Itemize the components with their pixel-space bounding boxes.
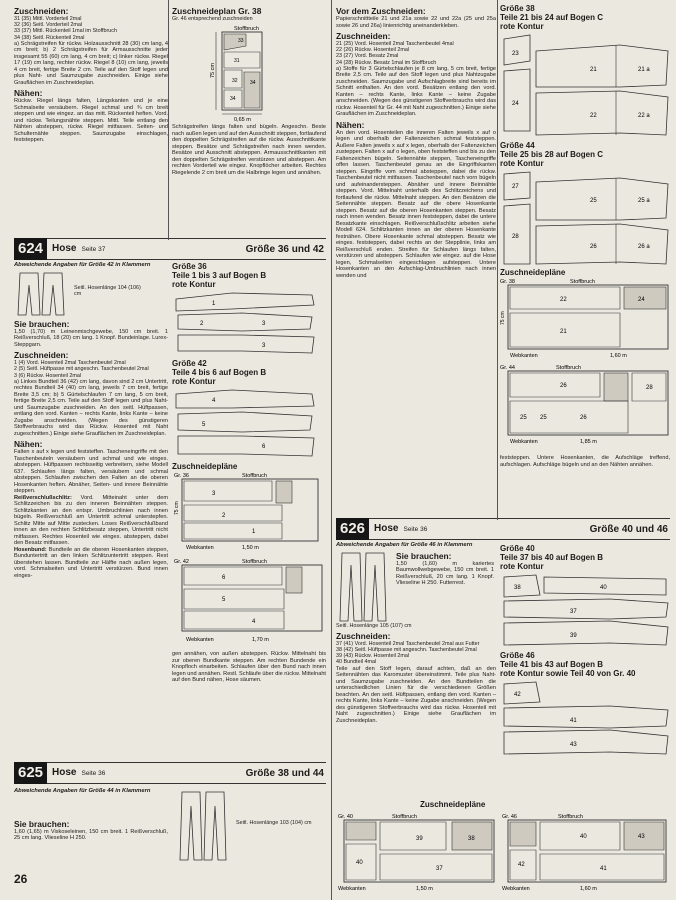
zuschneiden-line: 37 (41) Vord. Hosenteil 2mal Taschenbeutel 2mal aus Futter [336,640,480,647]
svg-text:25: 25 [540,415,547,421]
heading-zuschneiden-626: Zuschneiden: [336,630,391,641]
svg-text:22: 22 [590,113,597,119]
svg-text:75 cm: 75 cm [500,311,506,325]
svg-text:26: 26 [580,415,587,421]
svg-text:Gr. 44: Gr. 44 [500,365,515,371]
zuschneiden-line: 31 (35) Mittl. Vorderteil 2mal [14,16,82,22]
pattern-pieces-42 [172,386,322,462]
svg-text:25: 25 [520,415,527,421]
vor-text: Papierschnittteile 21 und 21a sowie 22 und 22a (25 und 25a sowie 26 und 26a) linienrichtig aneinanderkleben. [336,16,496,29]
teile-38: Teile 21 bis 24 auf Bogen C [500,13,603,22]
cutting-plan-38 [172,22,322,122]
divider [331,0,332,900]
zuschneideplaene-626-heading: Zuschneidepläne [420,800,486,809]
pattern-pieces-40 [500,571,670,651]
svg-text:3: 3 [262,343,266,349]
zuschneiden-line: 3 (6) Rückw. Hosenteil 2mal [14,372,82,379]
svg-text:Webkanten: Webkanten [502,886,530,892]
heading-zuschneiden-c3: Zuschneiden: [336,31,391,41]
rote-kontur-36: rote Kontur [172,280,216,289]
cutting-plans-36-42 [172,471,326,651]
svg-text:0,65 m: 0,65 m [234,117,251,123]
teile-46: Teile 41 bis 43 auf Bogen B [500,660,603,669]
rote-kontur-44: rote Kontur [500,159,544,168]
svg-text:39: 39 [416,836,423,842]
svg-text:34: 34 [230,96,236,103]
svg-text:Stoffbruch: Stoffbruch [570,279,595,285]
svg-text:2: 2 [222,513,226,519]
divider [168,0,169,240]
svg-text:1: 1 [212,301,216,307]
rote-kontur-42: rote Kontur [172,377,216,386]
section-band-626 [336,518,670,540]
section-625-text [14,788,168,842]
trouser-sketch-624 [14,271,70,317]
svg-text:41: 41 [570,718,577,724]
svg-text:34: 34 [250,80,256,87]
svg-text:1: 1 [252,529,256,535]
svg-text:39: 39 [570,633,577,639]
svg-text:42: 42 [518,862,525,868]
model-type: Hose [52,767,77,778]
column-4-lower [500,544,670,804]
size-range: Größe 38 und 44 [245,767,324,779]
hosenlaenge: Seitl. Hosenlänge 104 (106) cm [74,284,141,297]
zuschneiden-line: 34 (38) Seitl. Rückenteil 2mal [14,34,85,41]
naehen-text-c3: An den vord. Hosenteilen die inneren Falten jeweils x auf o legen und oberhalb der Faltenzeichen schmal feststeppen. Äußere Falten jeweils x auf x legen, oberhalb der Faltenzeichen zusteppen. Falten x auf o legen, oben feststeffen und bis zu den Faltenzeichen bügeln. Seitennähte steppen, Tascheneingriffe offen lassen. Taschenbeutel genau an die Eingriffskanten steppen. Eingriffe vom schmal absteppen, dabei die rückw. Taschenbeutel nicht mitfassen. Taschenbeutel nach vorn bügeln und aufeinandersteppen. Abnäher und innere Beinnähte steppen. Vord. Mittelnaht unterhalb des Schlitzzeichens und fortlaufend die rückw. Mittelnaht steppen. An den Besätzen die Seitennähte steppen. Besatz auf die obere Hosenkante steppen. Besatz auf die oberen Hosenkanten steppen. Besatz nach innen wenden. Besatz innen feststeppen, dabei die untere Besatzkante einschlagen. Reißverschlußschlitz arbeiten siehe Modell 624. Schlitzkanten innen an der oberen Hosenkante festnähen. Obere Hosenkante schmal absteppen. Besatz wie einges. feststeppen, dabei rechts an der Stepplinie, links am Reißverschluß enden. Streifen für Schlaufen längs falten, verstürzen und absteppen. Schlaufen wie eingez. auf die Hose legen, Schmalseiten eingeschlagen aufsteppen. Untere Hosenkanten an den Aufschlag-Umbruchlinien nach innen wenden und [336,129,496,279]
page-number: 26 [14,872,28,886]
pattern-pieces-44 [500,168,670,268]
svg-text:1,70 m: 1,70 m [252,637,269,643]
groesse-36: Größe 36 [172,262,207,271]
svg-text:Webkanten: Webkanten [186,545,214,551]
zuschneiden-line: 2 (5) Seitl. Hüftpasse mit angeschn. Taschenbeutel 2mal [14,366,149,373]
zuschneiden-text-626: Teile auf den Stoff legen, darauf achten, daß an den Seitennähten das Karomuster übereinstimmt. Teile plus Naht- und Saumzugabe zuschneiden. An den Bundteilen die unterschiedlichen Linien für die verschiedenen Größen beachten. An den seitl. Hüftpassen, entlang den vord. Kanten – rechts Kante, links Kante – keine Zugabe anschneiden. (Wegen des günstigeren Stoffverbrauchs wird das rückw. Hosenteil mit Naht zugeschnitten.) Einige siehe Grauflächen im Zuschneideplan. [336,665,496,724]
pattern-pieces-38 [500,31,670,141]
size-note-626: Abweichende Angaben für Größe 46 in Klammern [336,542,473,548]
svg-text:Webkanten: Webkanten [510,353,538,359]
svg-text:Gr. 40: Gr. 40 [338,814,353,820]
svg-text:24: 24 [512,101,519,107]
svg-text:4: 4 [212,398,216,404]
brauchen-text: 1,50 (1,70) m Leinenmischgewebe, 150 cm breit. 1 Reißverschluß, 18 (20) cm lang. 1 Knopf. Bundeinlage. Lurex-Steppgarn. [14,328,168,348]
brauchen-text-626: 1,50 (1,60) m kariertes Baumwollwebgewebe, 150 cm breit. 1 Reißverschluß, 20 cm lang. 1 Knopf. Vlieseline H 250. Futterrest. [396,560,494,587]
trouser-sketch-626 [336,549,392,623]
svg-text:5: 5 [222,597,226,603]
heading-zuschneiden: Zuschneiden: [14,6,69,16]
teile-44: Teile 25 bis 28 auf Bogen C [500,150,603,159]
svg-text:Webkanten: Webkanten [510,439,538,445]
svg-text:Gr. 38: Gr. 38 [500,279,515,285]
heading-naehen-c3: Nähen: [336,119,365,130]
svg-text:38: 38 [468,836,475,842]
teile-40: Teile 37 bis 40 auf Bogen B [500,553,603,562]
svg-text:1,50 m: 1,50 m [416,886,433,892]
rote-kontur-40: rote Kontur [500,562,544,571]
plan-heading: Zuschneideplan Gr. 38 [172,6,262,16]
heading-naehen-624: Nähen: [14,439,43,450]
svg-text:26: 26 [560,383,567,389]
svg-text:75 cm: 75 cm [174,501,180,515]
teile-42: Teile 4 bis 6 auf Bogen B [172,368,267,377]
model-page: Seite 36 [81,769,106,777]
column-2-lower [172,262,326,762]
hosenlaenge-625: Seitl. Hosenlänge 103 (104) cm [236,820,312,826]
rote-kontur-38: rote Kontur [500,22,544,31]
svg-text:28: 28 [646,385,653,391]
svg-text:21 a: 21 a [638,67,650,73]
model-type: Hose [374,523,399,534]
column-2 [172,4,326,238]
heading-brauchen: Sie brauchen: [14,318,70,329]
svg-text:31: 31 [234,58,240,65]
zuschneiden-text: a) Schrägstreifen für rückw. Holzausschnitt 28 (30) cm lang, 4 cm breit; b) 2 Schrägstreifen für Armausschnitte jeder insgesamt 55 (60) cm lang, 4 cm breit; c) linker rückw. Riegel 17 (19) cm lang, rechter rückw. Riegel 8 (10) cm lang, jeweils 4 cm breit, fertige Breite 2 cm. Teile auf den Stoff legen und plus Naht- und Saumzugabe zuschneiden. Einige siehe Grauflächen im Zuschneideplan. [14,40,168,86]
groesse-46: Größe 46 [500,651,535,660]
size-range: Größe 36 und 42 [245,243,324,255]
svg-text:38: 38 [514,585,521,591]
heading-zuschneiden-624: Zuschneiden: [14,350,69,361]
svg-text:Stoffbruch: Stoffbruch [558,814,583,820]
groesse-38: Größe 38 [500,4,535,13]
size-note: Abweichende Angaben für Größe 42 in Klammern [14,262,151,268]
svg-text:32: 32 [232,78,238,85]
rv-text: Vord. Mitteinaht unter dem Schlitzzeichen bis zu den inneren Beinnähten steppen. Schlitzkanten an den entspr. Umbruchlinien nach innen bügeln. Reißverschluß am Untertritt schmal unterstepfen. Schlitz Mitte auf Mitte zustecken. Loses Reißverschlußband innen an den rechten Schlitzbesatz steppen, Untertritt nicht mitfassen. Rechtes Hosenteil wie einges. absteppen, dabei den Besatz mitfassen. [14,494,168,547]
svg-text:1,60 m: 1,60 m [610,353,627,359]
teile-36: Teile 1 bis 3 auf Bogen B [172,271,267,280]
zuschneiden-line: 32 (36) Seitl. Vorderteil 2mal [14,22,83,29]
svg-text:6: 6 [222,575,226,581]
column-3-lower [336,542,496,792]
svg-text:37: 37 [570,609,577,615]
model-page: Seite 36 [403,525,428,533]
hosenlaenge-626: Seitl. Hosenlänge 105 (107) cm [336,622,412,629]
svg-text:26: 26 [590,244,597,250]
size-note-625: Abweichende Angaben für Größe 44 in Klammern [14,788,151,794]
heading-naehen: Nähen: [14,88,43,99]
model-type: Hose [52,243,77,254]
svg-text:40: 40 [600,585,607,591]
svg-text:24: 24 [638,297,645,303]
svg-text:1,50 m: 1,50 m [242,545,259,551]
svg-text:Gr. 46: Gr. 46 [502,814,517,820]
rv-heading: Reißverschlußschlitz: [14,494,72,501]
model-number: 624 [14,238,47,260]
svg-text:41: 41 [600,866,607,872]
svg-text:21: 21 [560,329,567,335]
zuschneiden-line: 22 (26) Rückw. Hosenteil 2mal [336,47,410,54]
svg-text:23: 23 [512,51,519,57]
plan-subheading: Gr. 46 entsprechend zuschneiden [172,16,253,22]
svg-text:1,60 m: 1,60 m [580,886,597,892]
svg-text:28: 28 [512,234,519,240]
heading-brauchen-625: Sie brauchen: [14,818,70,829]
svg-text:Stoffbruch: Stoffbruch [242,473,267,479]
svg-text:3: 3 [212,491,216,497]
svg-text:40: 40 [356,860,363,866]
pattern-pieces-36 [172,289,322,359]
zuschneiden-line: 1 (4) Vord. Hosenteil 2mal Taschenbeutel 2mal [14,360,126,367]
text-col2-lower: gen annähen, von außen absteppen. Rückw. Mittelnaht bis zur oberen Bundkante steppen. Am rechten Bundende ein Knopfloch einarbeiten. Schlaufen über den Bund nach innen legen und annähen. Restl. Schläufe über die rückw. Mittelnaht auf den Bund nähen, Hose säumen. [172,651,326,683]
rote-kontur-46: rote Kontur [500,669,544,678]
svg-text:Gr. 42: Gr. 42 [174,559,189,565]
cutting-plans-38-44 [500,277,670,455]
svg-text:Webkanten: Webkanten [186,637,214,643]
column-4 [500,4,670,514]
svg-text:25: 25 [590,198,597,204]
svg-text:1,85 m: 1,85 m [580,439,597,445]
svg-text:6: 6 [262,444,266,450]
section-band-624 [14,238,326,260]
naehen-text-624: Falten x auf x legen und feststeffen. Tascheneingriffe mit den Taschenbeuteln versäubern und schmal und wie einges. absteppen. Hüftpassen rechtsseitig verbreitern, siehe Modell 637. Schlaufen längs falten, versäubern und schmal absteppen. Schlaufen zwischen den Falten an die oberen Hosenkanten heften. Abnäher, Seiten- und innere Beinnähte steppen. [14,449,168,495]
brauchen-text-625: 1,60 (1,65) m Viskoseleinen, 150 cm breit. 1 Reißverschluß, 25 cm lang. Vlieseline H 250. [14,828,168,842]
svg-text:22: 22 [560,297,567,303]
zuschneiden-line: 39 (43) Rückw. Hosenteil 2mal [336,653,410,660]
cutting-plan-46 [500,810,670,896]
groesse-40: Größe 40 [500,544,535,553]
zuschneiden-text-624: a) Linkes Bundteil 36 (42) cm lang, davon sind 2 cm Untertritt, rechtes Bundteil 34 (40) cm lang, jeweils 7 cm breit, fertige Breite 3,5 cm; b) 5 Gürtelschlaufen 7 cm lang, 5 cm breit, fertige Breite 2,5 cm. Teile auf den Stoff legen und plus Naht- und Saumzugabe zuschneiden. An den seitl. Hüftpassen, entlang den vord. Kanten – rechts Kante, links Kante – keine Zugabe anschneiden. (Wegen des günstigeren Stoffverbrauchs wird das Rückw. Hosenteil mit Naht zugeschnitten.) Einige siehe Grauflächen im Zuschneideplan. [14,378,168,437]
text-col2-top: Schrägstreifen längs falten und bügeln. Angeschn. Beste nach außen legen und auf den Ausschnitt steppen, fortlaufend den doppelten Schrägstreifen auf die rückw. Ausschnittkante steppen. Besätze und Schrägstreifen nach innen wenden. Besätze und Ausschnitt absteppen. Armausschnittkanten mit den doppelten Schrägstreifen verstürzen und absteppen. Am rechten Vorderteil wie eingez. Knopflöcher arbeiten. Rechtes Riegelende 2 cm breit um die Halbringe legen und annähen. [172,124,326,176]
svg-text:27: 27 [512,184,519,190]
naehen-text: Rückw. Riegel längs falten, Längskanten und je eine Schmalseite versäubern. Riegel schmal und ¾ cm breit steppen und wie eingez. an das mitt. Rückenteil heften. Vord. und rückw. Teilungsnähte steppen. Mittl. Teile entlang den Nähten absteppen, rückw. Riegel mitfassen. Seiten- und Schulternähte steppen. Saumzugabe einschlagen, feststeppen. [14,98,168,144]
svg-text:33: 33 [238,38,244,45]
zuschneideplaene-heading: Zuschneidepläne [172,462,238,471]
zuschneiden-line: 21 (25) Vord. Hosenteil 2mal Taschenbeutel 4mal [336,41,454,47]
cutting-plan-40 [336,810,498,896]
model-number: 625 [14,762,47,784]
svg-text:43: 43 [570,742,577,748]
teile-46-extra: sowie Teil 40 von Gr. 40 [545,669,636,678]
svg-text:Stoffbruch: Stoffbruch [556,365,581,371]
zuschneiden-line: 33 (37) Mittl. Rückenteil 1mal im Stoffbruch [14,28,117,35]
size-range: Größe 40 und 46 [589,523,668,535]
svg-text:Stoffbruch: Stoffbruch [392,814,417,820]
svg-text:3: 3 [262,321,266,327]
heading-vor-dem-zuschneiden: Vor dem Zuschneiden: [336,6,426,16]
pattern-pieces-46 [500,678,670,758]
column-1 [14,4,168,254]
zuschneiden-line: 38 (42) Seitl. Hüftpasse mit angeschn. Taschenbeutel 2mal [336,647,477,653]
svg-text:42: 42 [514,692,521,698]
svg-text:75 cm: 75 cm [210,63,216,79]
divider [497,0,498,520]
groesse-44: Größe 44 [500,141,535,150]
svg-text:4: 4 [252,619,256,625]
svg-text:40: 40 [580,834,587,840]
svg-text:22 a: 22 a [638,113,650,119]
svg-text:37: 37 [436,866,443,872]
text-col4-end: feststeppen. Untere Hosenkanten, die Aufschläge treffend, aufschlagen. Aufschläge bügeln und an den Nähten annähen. [500,455,670,468]
zuschneiden-line: 24 (28) Rückw. Besatz 1mal im Stoffbruch [336,59,437,66]
svg-text:2: 2 [200,321,204,327]
zuschneiden-text-c3: a) Stoffe für 3 Gürtelschlaufen je 8 cm lang, 5 cm breit, fertige Breite 2,5 cm. Teile auf den Stoff legen und plus Nahtzugabe zuschneiden. Saumzugabe und Aufschlagbreite sind bereits im Schnitt enthalten. An den vord. Besätzen entlang den vord. Kanten – rechts Kante, links Kante – keine Zugabe anschneiden. (Wegen des günstigeren Stoffverbrauchs wird das rückw. Hosenteil für Gr. 44 mit Naht zugeschnitten.) Einige siehe Grauflächen im Zuschneideplan. [336,65,496,118]
hosenbund-heading: Hosenbund: [14,546,47,553]
hosenbund-text: Bundteile an die oberen Hosenkanten steppen, Bunduntertritt an den linken Schlitzuntertritt steppen. Rest überstehen lassen. Bundteile zur Hälfte nach außen legen, vord. Schmalseiten und Untertritt verstürzen. Bund innen einges- [14,546,168,579]
model-page: Seite 37 [81,245,106,253]
zuschneiden-line: 40 Bundteil 4mal [336,659,377,666]
svg-text:Webkanten: Webkanten [338,886,366,892]
column-1-lower [14,262,168,782]
heading-brauchen-626: Sie brauchen: [396,550,452,561]
column-3 [336,4,496,516]
svg-text:5: 5 [202,422,206,428]
svg-text:43: 43 [638,834,645,840]
model-number: 626 [336,518,369,540]
svg-text:26 a: 26 a [638,244,650,250]
svg-text:Stoffbruch: Stoffbruch [242,559,267,565]
svg-text:Gr. 36: Gr. 36 [174,473,189,479]
section-band-625 [14,762,326,784]
stoffbruch-label: Stoffbruch [234,26,259,33]
svg-text:21: 21 [590,67,597,73]
svg-text:25 a: 25 a [638,198,650,204]
zuschneiden-line: 23 (27) Vord. Besatz 2mal [336,53,399,60]
groesse-42: Größe 42 [172,359,207,368]
zuschneideplaene-38-44: Zuschneidepläne [500,268,566,277]
trouser-sketch-625 [176,790,232,862]
